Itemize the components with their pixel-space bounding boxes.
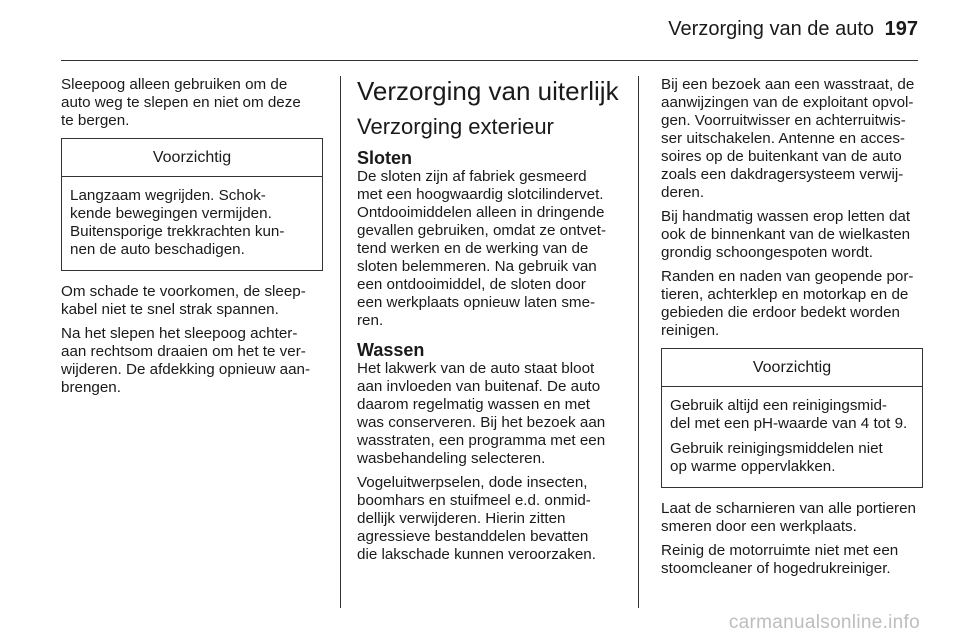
page-number: 197 — [884, 18, 918, 40]
paragraph-locks: De sloten zijn af fabriek gesmeerd met een hoogwaardig slotcilindervet. Ontdooimiddelen alleen in dringende gevallen gebruiken, omdat ze ontvet- tend werken en de werking van de sloten belemmeren. Na gebruik van een ontdooimiddel, de sloten door een werkplaats opnieuw laten sme- ren. — [357, 168, 607, 329]
paragraph-washing-2: Vogeluitwerpselen, dode insecten, boomhars en stuifmeel e.d. onmid- dellijk verwijderen. Hierin zitten agressieve bestanddelen bevatten die lakschade kunnen veroorzaken. — [357, 474, 596, 563]
paragraph-edges-seams: Randen en naden van geopende por- tieren, achterklep en motorkap en de gebieden die erdoor bedekt worden reinigen. — [661, 268, 914, 339]
column-divider-left — [340, 76, 341, 608]
column-divider-right — [638, 76, 639, 608]
paragraph-hinges: Laat de scharnieren van alle portieren smeren door een werkplaats. — [661, 500, 916, 535]
heading-locks: Sloten — [357, 148, 413, 168]
paragraph-hand-wash: Bij handmatig wassen erop letten dat ook de binnenkant van de wielkasten grondig schoongespoten wordt. — [661, 208, 911, 261]
caution-text-warm-surfaces: Gebruik reinigingsmiddelen niet op warme oppervlakken. — [670, 440, 883, 475]
paragraph-tow-cable: Om schade te voorkomen, de sleep- kabel niet te snel strak spannen. — [61, 283, 306, 318]
header-title: Verzorging van de auto — [668, 18, 874, 40]
paragraph-engine-bay: Reinig de motorruimte niet met een stoomcleaner of hogedrukreiniger. — [661, 542, 899, 577]
paragraph-car-wash: Bij een bezoek aan een wasstraat, de aanwijzingen van de exploitant opvol- gen. Voorruitwisser en achterruitwis- ser uitschakelen. Antenne en acces- soires op de buitenkant van de auto zoals een dakdragersysteem verwij- deren. — [661, 76, 915, 201]
caution-body — [662, 387, 922, 487]
page-header — [0, 0, 960, 62]
caution-box-cleaning — [661, 348, 923, 488]
caution-box-towing — [61, 138, 323, 271]
heading-washing: Wassen — [357, 340, 425, 360]
section-title: Verzorging van uiterlijk — [357, 76, 619, 106]
watermark: carmanualsonline.info — [728, 612, 920, 633]
caution-body — [62, 177, 322, 270]
paragraph-washing-1: Het lakwerk van de auto staat bloot aan invloeden van buitenaf. De auto daarom regelmatig wassen en met was conserveren. Bij het bezoek aan wasstraten, een programma met een wasbehandeling selecteren. — [357, 360, 606, 467]
caution-heading: Voorzichtig — [662, 349, 922, 387]
column-right — [661, 76, 923, 584]
subsection-title: Verzorging exterieur — [357, 114, 554, 139]
caution-text: Langzaam wegrijden. Schok- kende bewegingen vermijden. Buitensporige trekkrachten kun- nen de auto beschadigen. — [70, 187, 285, 258]
caution-text-ph: Gebruik altijd een reinigingsmid- del met een pH-waarde van 4 tot 9. — [670, 397, 908, 432]
paragraph-towing-eye-usage: Sleepoog alleen gebruiken om de auto weg te slepen en niet om deze te bergen. — [61, 76, 301, 129]
column-middle — [357, 76, 623, 570]
paragraph-remove-towing-eye: Na het slepen het sleepoog achter- aan rechtsom draaien om het te ver- wijderen. De afdekking opnieuw aan- brengen. — [61, 325, 311, 396]
header-rule — [61, 60, 918, 61]
column-left — [61, 76, 323, 403]
caution-heading: Voorzichtig — [62, 139, 322, 177]
